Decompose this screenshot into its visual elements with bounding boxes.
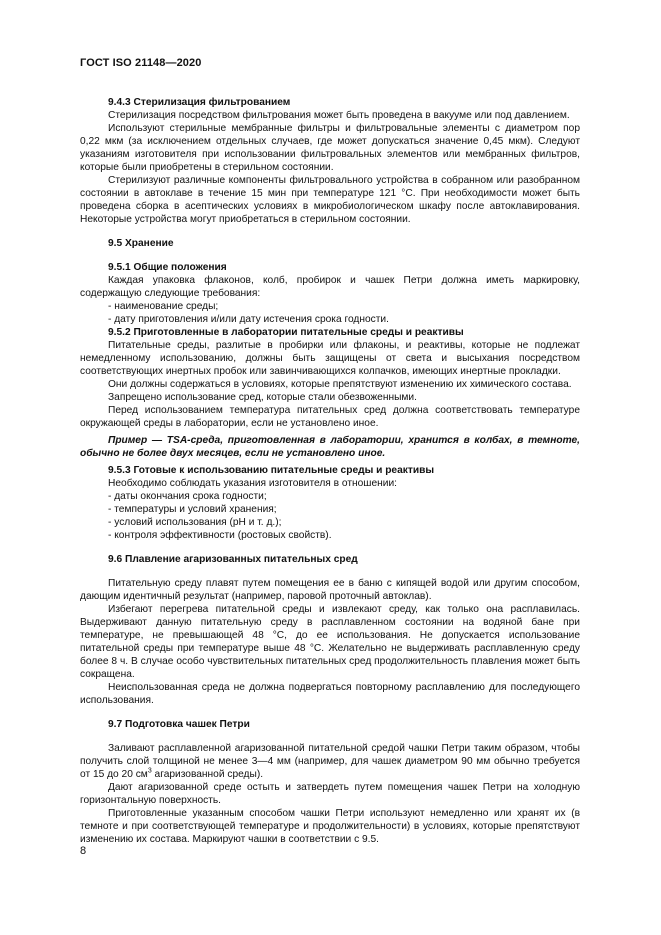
list-item: - контроля эффективности (ростовых свойств). — [108, 530, 332, 541]
paragraph: Перед использованием температура питательных сред должна соответствовать температуре окружающей среды в лаборатории, если не установлено иное. — [80, 405, 580, 429]
document-header: ГОСТ ISO 21148—2020 — [80, 57, 202, 69]
paragraph: Используют стерильные мембранные фильтры и фильтровальные элементы с диаметром пор 0,22 мкм (за исключением отдельных случаев, где может допускаться значение 0,45 мкм). Следуют указаниям изготовителя при использовании фильтровальных элементов или мембранных фильтров, которые были приобретены в стерильном состоянии. — [80, 123, 580, 173]
section-heading-9-5-3: 9.5.3 Готовые к использованию питательные среды и реактивы — [108, 465, 435, 476]
list-item: - дату приготовления и/или дату истечения срока годности. — [108, 314, 389, 325]
paragraph: Дают агаризованной среде остыть и затвердеть путем помещения чашек Петри на холодную горизонтальную поверхность. — [80, 782, 580, 806]
section-heading-9-4-3: 9.4.3 Стерилизация фильтрованием — [108, 97, 291, 108]
paragraph: Запрещено использование сред, которые стали обезвоженными. — [108, 392, 417, 403]
paragraph: Избегают перегрева питательной среды и извлекают среду, как только она расплавилась. Выдерживают данную питательную среду в расплавленном состоянии на водяной бане при температуре, не превышающей 48 °С, до ее использования. Не допускается использование питательной среды при температуре выше 48 °С. Желательно не выдерживать расплавленную среду более 8 ч. В случае особо чувствительных питательных сред продолжительность плавления может быть сокращена. — [80, 604, 580, 680]
list-item: - наименование среды; — [108, 301, 219, 312]
paragraph: Стерилизация посредством фильтрования может быть проведена в вакууме или под давлением. — [108, 110, 570, 121]
list-item: - условий использования (pH и т. д.); — [108, 517, 282, 528]
example-note: Пример — TSA-среда, приготовленная в лаборатории, хранится в колбах, в темноте, обычно не более двух месяцев, если не установлено иное. — [80, 435, 580, 459]
paragraph: Питательные среды, разлитые в пробирки или флаконы, и реактивы, которые не подлежат немедленному использованию, должны быть защищены от света и высыхания посредством соответствующих инертных пробок или завинчивающихся колпачков, имеющих инертные прокладки. — [80, 340, 580, 377]
section-heading-9-5-2: 9.5.2 Приготовленные в лаборатории питательные среды и реактивы — [108, 327, 464, 338]
list-item: - даты окончания срока годности; — [108, 491, 267, 502]
paragraph: Неиспользованная среда не должна подвергаться повторному расплавлению для последующего использования. — [80, 682, 580, 706]
section-heading-9-7: 9.7 Подготовка чашек Петри — [108, 719, 250, 730]
list-item: - температуры и условий хранения; — [108, 504, 277, 515]
paragraph: Приготовленные указанным способом чашки Петри используют немедленно или хранят их (в темноте и при соответствующей температуре и продолжительности) в условиях, которые препятствуют изменению их состава. Маркируют чашки в соответствии с 9.5. — [80, 808, 580, 845]
section-heading-9-5: 9.5 Хранение — [108, 238, 174, 249]
section-heading-9-5-1: 9.5.1 Общие положения — [108, 262, 227, 273]
paragraph: Каждая упаковка флаконов, колб, пробирок и чашек Петри должна иметь маркировку, содержащую следующие требования: — [80, 275, 580, 299]
page-number: 8 — [80, 845, 87, 857]
paragraph: Питательную среду плавят путем помещения ее в баню с кипящей водой или другим способом, дающим идентичный результат (например, паровой проточный автоклав). — [80, 578, 580, 602]
document-body — [80, 96, 580, 846]
paragraph: Они должны содержаться в условиях, которые препятствуют изменению их химического состава. — [108, 379, 572, 390]
section-heading-9-6: 9.6 Плавление агаризованных питательных сред — [108, 554, 358, 565]
paragraph: Заливают расплавленной агаризованной питательной средой чашки Петри таким образом, чтобы получить слой толщиной не менее 3—4 мм (например, для чашек диаметром 90 мм обычно требуется от 15 до 20 $см^3$ агаризованной среды). — [80, 743, 580, 780]
paragraph: Стерилизуют различные компоненты фильтровального устройства в собранном или разобранном состоянии в автоклаве в течение 15 мин при температуре 121 °С. При необходимости может быть проведена сборка в асептических условиях в микробиологическом шкафу после автоклавирования. Некоторые устройства могут приобретаться в стерильном состоянии. — [80, 175, 580, 225]
paragraph: Необходимо соблюдать указания изготовителя в отношении: — [108, 478, 397, 489]
